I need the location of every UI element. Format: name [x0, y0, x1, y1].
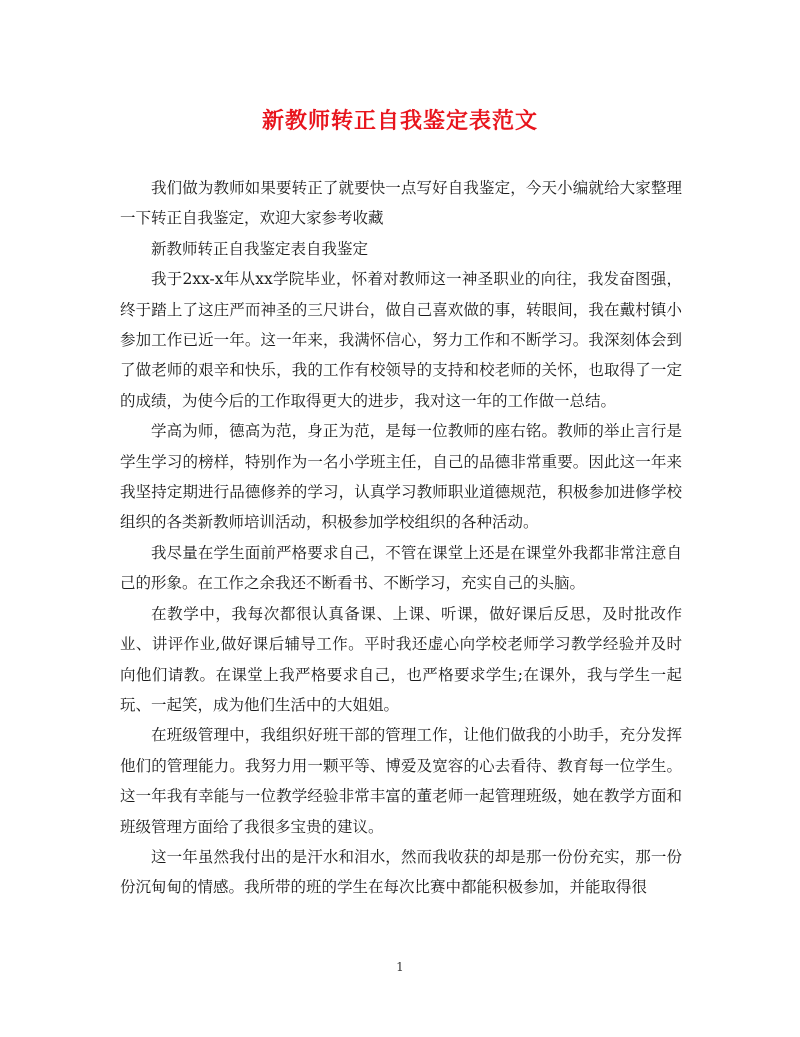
page-number: 1 [396, 960, 404, 974]
paragraph-ethics: 学高为师，德高为范，身正为范，是每一位教师的座右铭。教师的举止言行是学生学习的榜样，特别作为一名小学班主任，自己的品德非常重要。因此这一年来我坚持定期进行品德修养的学习，认真学习教师职业道德规范，积极参加进修学校组织的各类新教师培训活动，积极参加学校组织的各种活动。 [120, 422, 682, 532]
paragraph-class-management: 在班级管理中，我组织好班干部的管理工作，让他们做我的小助手，充分发挥他们的管理能力。我努力用一颗平等、博爱及宽容的心去看待、教育每一位学生。这一年我有幸能与一位教学经验非常丰富的董老师一起管理班级，她在教学方面和班级管理方面给了我很多宝贵的建议。 [120, 726, 682, 836]
paragraph-subtitle: 新教师转正自我鉴定表自我鉴定 [151, 239, 369, 258]
paragraph-teaching: 在教学中，我每次都很认真备课、上课、听课，做好课后反思，及时批改作业、讲评作业,做好课后辅导工作。平时我还虚心向学校老师学习教学经验并及时向他们请教。在课堂上我严格要求自己，也严格要求学生;在课外，我与学生一起玩、一起笑，成为他们生活中的大姐姐。 [120, 604, 682, 714]
paragraph-intro: 我们做为教师如果要转正了就要快一点写好自我鉴定，今天小编就给大家整理一下转正自我鉴定，欢迎大家参考收藏 [120, 179, 682, 228]
paragraph-harvest: 这一年虽然我付出的是汗水和泪水，然而我收获的却是那一份份充实，那一份份沉甸甸的情感。我所带的班的学生在每次比赛中都能积极参加，并能取得很 [120, 847, 682, 897]
document-body [120, 173, 682, 903]
document-title: 新教师转正自我鉴定表范文 [261, 108, 538, 134]
paragraph-self-discipline: 我尽量在学生面前严格要求自己，不管在课堂上还是在课堂外我都非常注意自己的形象。在工作之余我还不断看书、不断学习，充实自己的头脑。 [120, 543, 682, 593]
paragraph-background: 我于2xx-x年从xx学院毕业，怀着对教师这一神圣职业的向往，我发奋图强，终于踏上了这庄严而神圣的三尺讲台，做自己喜欢做的事，转眼间，我在戴村镇小参加工作已近一年。这一年来，我满怀信心，努力工作和不断学习。我深刻体会到了做老师的艰辛和快乐，我的工作有校领导的支持和校老师的关怀，也取得了一定的成绩，为使今后的工作取得更大的进步，我对这一年的工作做一总结。 [120, 270, 682, 410]
